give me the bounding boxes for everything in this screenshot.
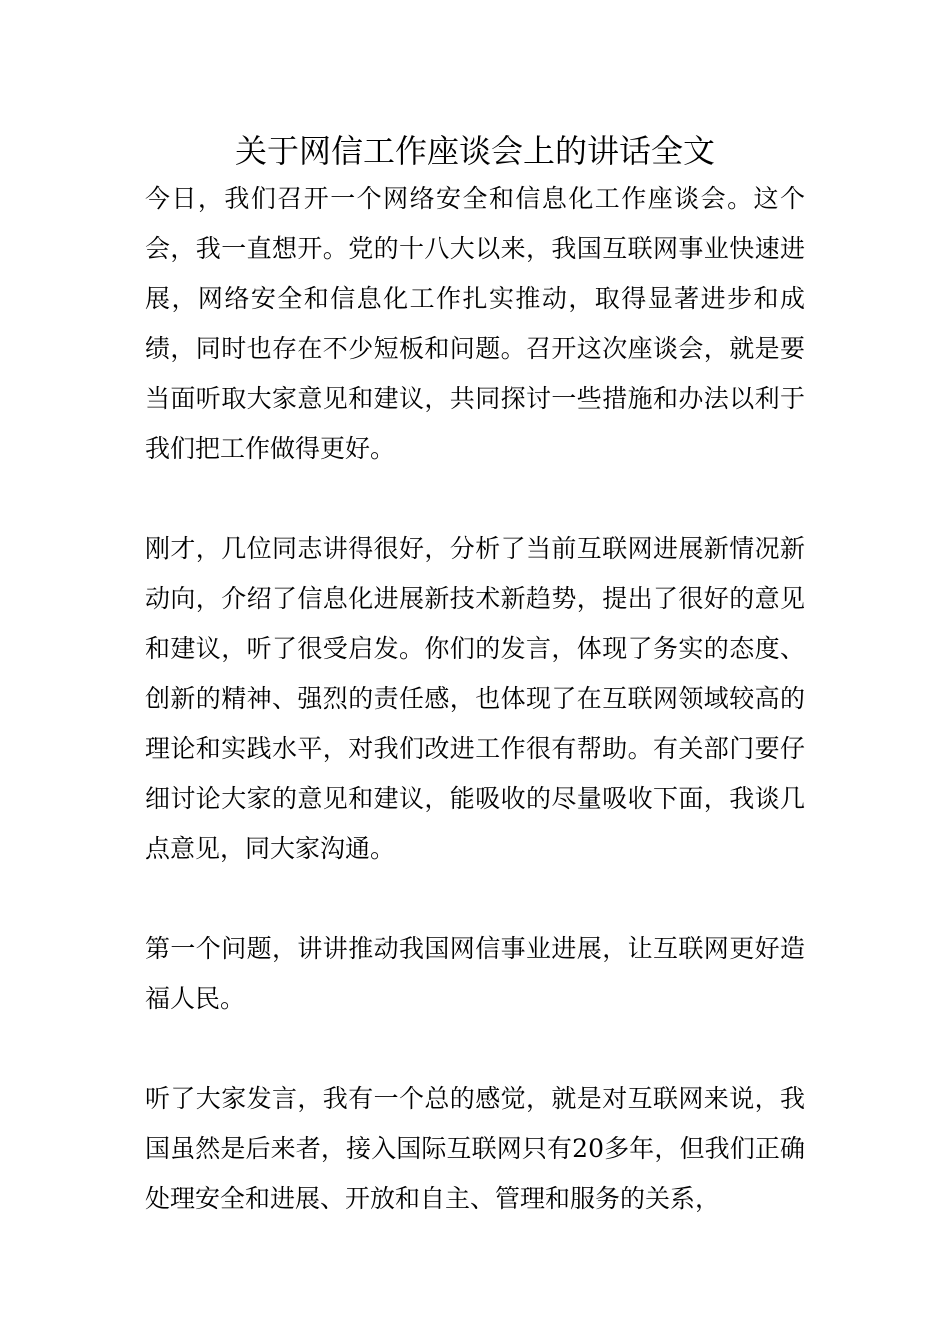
paragraph-2: 刚才，几位同志讲得很好，分析了当前互联网进展新情况新动向，介绍了信息化进展新技术新趋势，提出了很好的意见和建议，听了很受启发。你们的发言，体现了务实的态度、创新的精神、强烈的责任感，也体现了在互联网领域较高的理论和实践水平，对我们改进工作很有帮助。有关部门要仔细讨论大家的意见和建议，能吸收的尽量吸收下面，我谈几点意见，同大家沟通。: [145, 534, 805, 863]
document-title: 关于网信工作座谈会上的讲话全文: [234, 132, 715, 170]
paragraph-1: 今日，我们召开一个网络安全和信息化工作座谈会。这个会，我一直想开。党的十八大以来，我国互联网事业快速进展，网络安全和信息化工作扎实推动，取得显著进步和成绩，同时也存在不少短板和问题。召开这次座谈会，就是要当面听取大家意见和建议，共同探讨一些措施和办法以利于我们把工作做得更好。: [145, 184, 805, 463]
paragraph-4: 听了大家发言，我有一个总的感觉，就是对互联网来说，我国虽然是后来者，接入国际互联网只有20多年，但我们正确处理安全和进展、开放和自主、管理和服务的关系，: [145, 1084, 805, 1213]
document-body: [145, 174, 805, 1274]
paragraph-3: 第一个问题，讲讲推动我国网信事业进展，让互联网更好造福人民。: [145, 934, 805, 1013]
